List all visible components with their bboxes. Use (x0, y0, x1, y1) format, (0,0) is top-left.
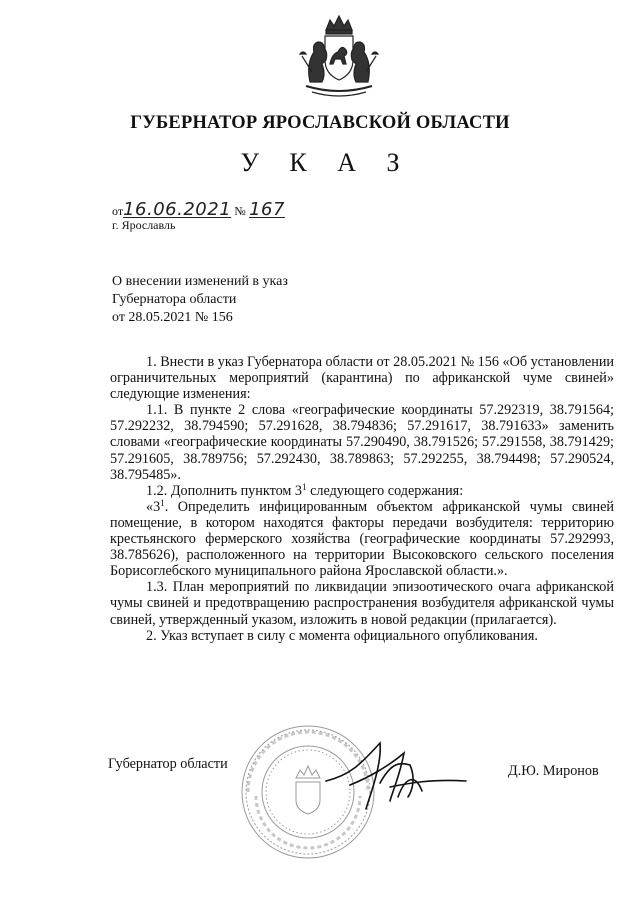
document-body (110, 354, 614, 644)
paragraph-1-3: 1.3. План мероприятий по ликвидации эпизоотического очага африканской чумы свиней и предотвращению распространения возбудителя африканской чумы свиней, утвержденный указом, изложить в новой редакции (прилагается). (110, 579, 614, 628)
subject-line: от 28.05.2021 № 156 (112, 310, 233, 325)
document-city: г. Ярославль (112, 218, 176, 232)
document-subject (112, 273, 372, 327)
document-type: У К А З (240, 148, 412, 177)
document-date: 16.06.2021 (123, 199, 232, 220)
paragraph-1-1: 1.1. В пункте 2 слова «географические координаты 57.292319, 38.791564; 57.292232, 38.794590; 57.291628, 38.794836; 57.291617, 38.791633» заменить словами «географические координаты 57.290490, 38.791526; 57.291558, 38.791429; 57.291605, 38.789756; 57.292430, 38.789863; 57.292255, 38.794498; 57.290524, 38.795485». (110, 402, 614, 483)
signatory-position: Губернатор области (108, 756, 228, 772)
document-number-label: № (234, 204, 246, 218)
subject-line: Губернатора области (112, 292, 237, 307)
paragraph-3-1-quote: «$3^1$. Определить инфицированным объектом африканской чумы свиней помещение, в котором находятся факторы передачи возбудителя: территорию крестьянского фермерского хозяйства (географические координаты 57.292993, 38.785626), расположенного на территории Высоковского сельского поселения Борисоглебского муниципального района Ярославской области.». (110, 497, 614, 580)
document-title: ГУБЕРНАТОР ЯРОСЛАВСКОЙ ОБЛАСТИ (130, 113, 510, 133)
paragraph-1-2: 1.2. Дополнить пунктом $3^1$ следующего содержания: (146, 481, 464, 499)
paragraph-1: 1. Внести в указ Губернатора области от 28.05.2021 № 156 «Об установлении ограничительных мероприятий (карантина) по африканской чуме свиней» следующие изменения: (110, 354, 614, 403)
document-dateline (112, 199, 285, 220)
yaroslavl-coat-of-arms-icon (292, 12, 386, 104)
handwritten-signature-icon (320, 735, 470, 815)
date-from-label: от (112, 204, 124, 218)
document-number: 167 (249, 199, 285, 220)
subject-line: О внесении изменений в указ (112, 274, 288, 289)
signatory-name: Д.Ю. Миронов (508, 763, 599, 779)
paragraph-2: 2. Указ вступает в силу с момента официального опубликования. (146, 627, 538, 644)
